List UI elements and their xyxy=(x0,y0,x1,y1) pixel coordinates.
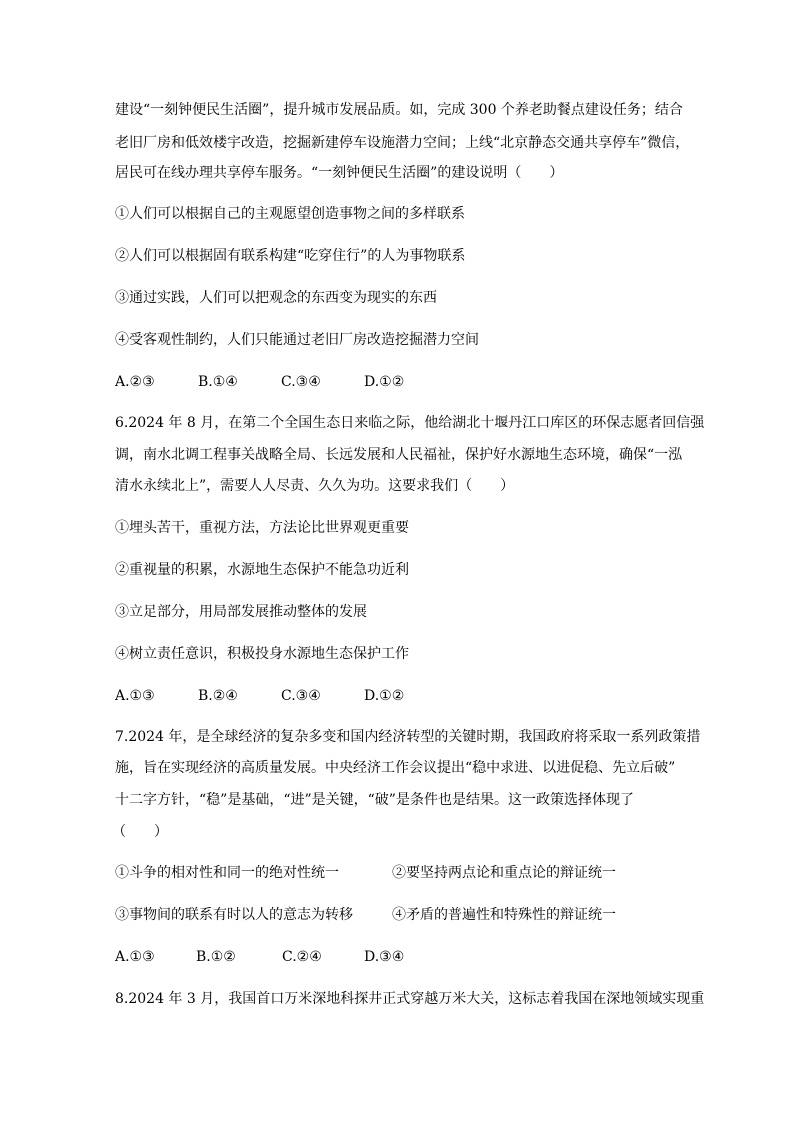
q6-statement-3: ③立足部分，用局部发展推动整体的发展 xyxy=(115,604,367,620)
q5-statement-3: ③通过实践，人们可以把观念的东西变为现实的东西 xyxy=(115,290,437,306)
q6-choice-d: D.①② xyxy=(364,688,405,704)
q6-choice-a: A.①③ xyxy=(115,688,155,704)
q5-statement-4: ④受客观性制约，人们只能通过老旧厂房改造挖掘潜力空间 xyxy=(115,332,479,348)
q7-choice-b: B.①② xyxy=(196,949,236,965)
q7-statement-2: ②要坚持两点论和重点论的辩证统一 xyxy=(392,865,616,881)
q6-statement-2: ②重视量的积累，水源地生态保护不能急功近利 xyxy=(115,562,409,578)
q5-choice-b: B.①④ xyxy=(198,374,238,390)
q6-statement-4: ④树立责任意识，积极投身水源地生态保护工作 xyxy=(115,646,409,662)
q7-stem-line-1: 7.2024 年，是全球经济的复杂多变和国内经济转型的关键时期，我国政府将采取一系列政策措 xyxy=(115,729,701,745)
q7-stem-line-4: （ ） xyxy=(112,824,168,840)
q7-statement-1: ①斗争的相对性和同一的绝对性统一 xyxy=(115,865,339,881)
q6-stem-line-2: 调，南水北调工程事关战略全局、长远发展和人民福祉，保护好水源地生态环境，确保“一泓 xyxy=(115,447,683,463)
q7-choice-a: A.①③ xyxy=(115,949,155,965)
q7-statement-3: ③事物间的联系有时以人的意志为转移 xyxy=(115,907,353,923)
q5-stem-line-1: 建设“一刻钟便民生活圈”，提升城市发展品质。如，完成 300 个养老助餐点建设任务；结合 xyxy=(115,102,683,118)
q5-stem-line-3: 居民可在线办理共享停车服务。“一刻钟便民生活圈”的建设说明（ ） xyxy=(115,165,564,181)
q5-statement-2: ②人们可以根据固有联系构建“吃穿住行”的人为事物联系 xyxy=(115,248,466,264)
q6-stem-line-3: 清水永续北上”，需要人人尽责、久久为功。这要求我们（ ） xyxy=(115,478,515,494)
q6-statement-1: ①埋头苦干，重视方法，方法论比世界观更重要 xyxy=(115,520,409,536)
q7-choice-c: C.②④ xyxy=(282,949,322,965)
q6-stem-line-1: 6.2024 年 8 月，在第二个全国生态日来临之际，他给湖北十堰丹江口库区的环保志愿者回信强 xyxy=(115,415,705,431)
q5-choice-d: D.①② xyxy=(364,374,405,390)
q5-stem-line-2: 老旧厂房和低效楼宇改造，挖掘新建停车设施潜力空间；上线“北京静态交通共享停车”微信， xyxy=(115,135,690,151)
q7-stem-line-2: 施，旨在实现经济的高质量发展。中央经济工作会议提出“稳中求进、以进促稳、先立后破” xyxy=(115,760,676,776)
q5-statement-1: ①人们可以根据自己的主观愿望创造事物之间的多样联系 xyxy=(115,206,465,222)
q5-choice-c: C.③④ xyxy=(281,374,321,390)
q7-stem-line-3: 十二字方针，“稳”是基础，“进”是关键，“破”是条件也是结果。这一政策选择体现了 xyxy=(115,792,634,808)
q8-stem-line-1: 8.2024 年 3 月，我国首口万米深地科探井正式穿越万米大关，这标志着我国在深地领域实现重 xyxy=(115,991,705,1007)
q5-choice-a: A.②③ xyxy=(115,374,155,390)
q6-choice-b: B.②④ xyxy=(198,688,238,704)
q6-choice-c: C.③④ xyxy=(281,688,321,704)
q7-statement-4: ④矛盾的普遍性和特殊性的辩证统一 xyxy=(392,907,616,923)
q7-choice-d: D.③④ xyxy=(364,949,405,965)
